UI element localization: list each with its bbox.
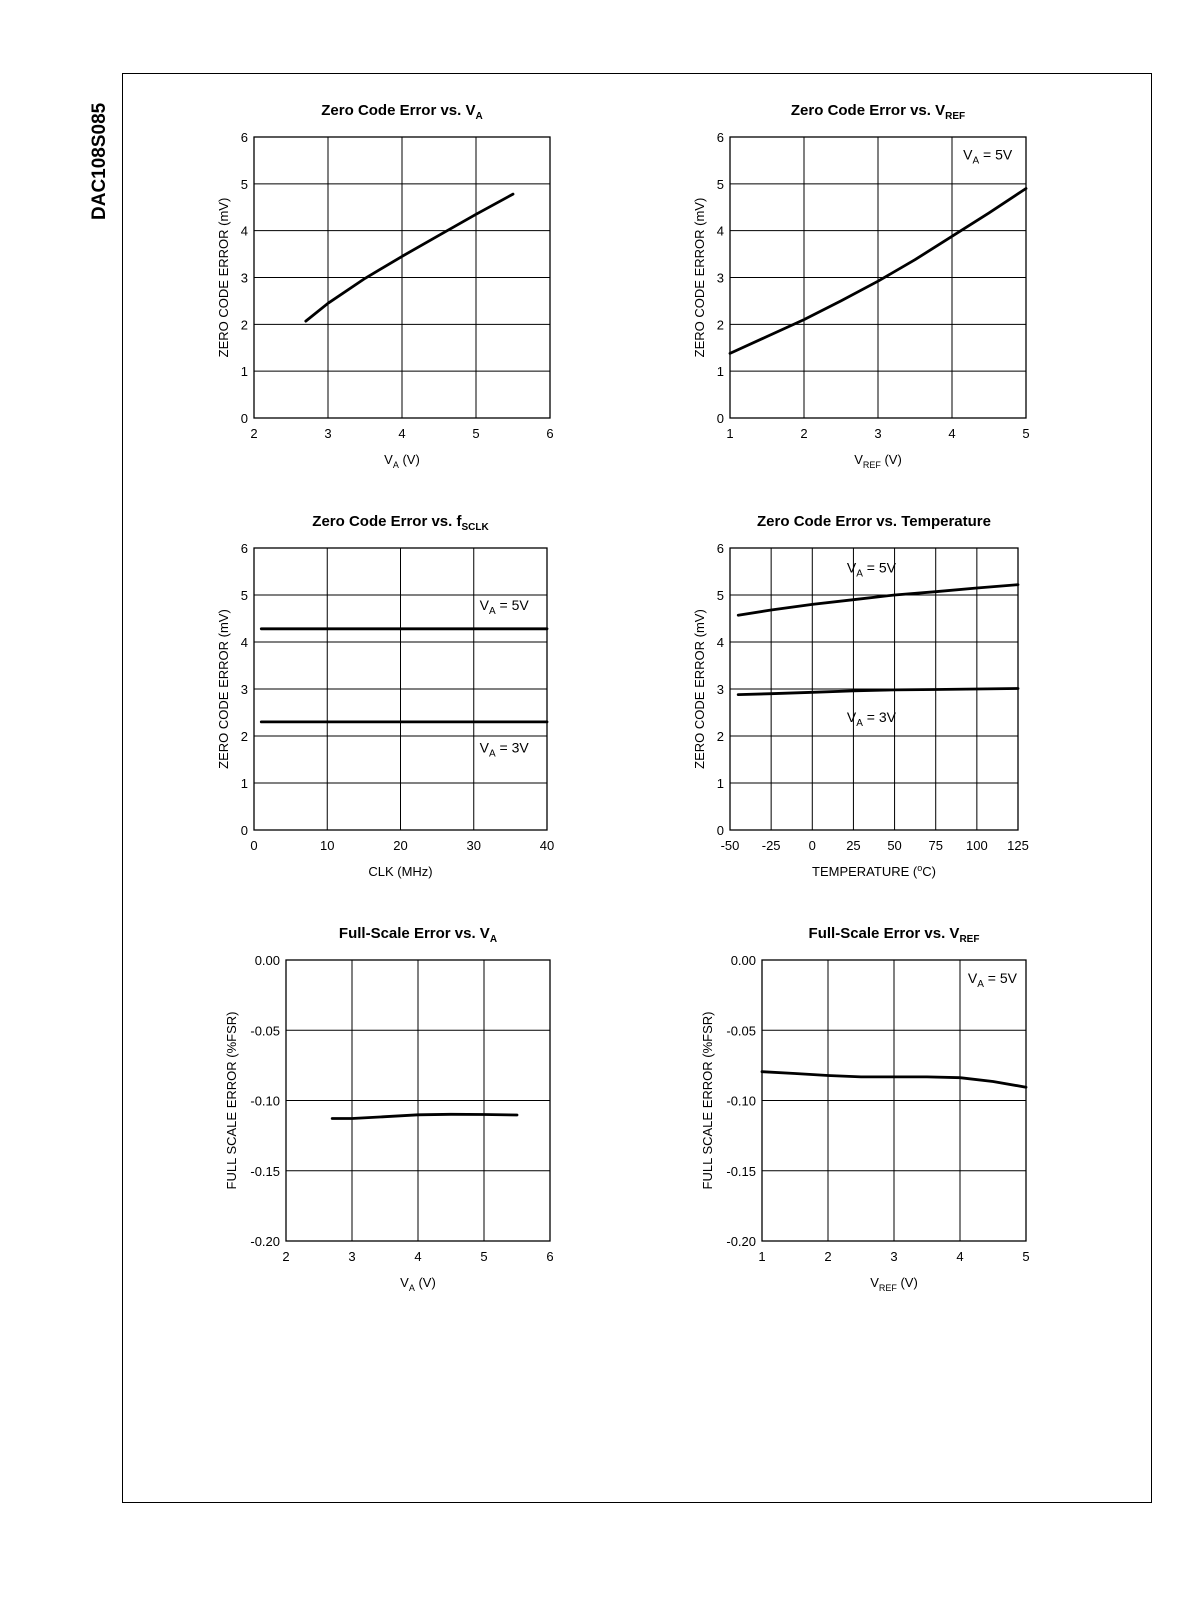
x-axis-label-main: CLK (MHz) bbox=[368, 864, 433, 879]
x-axis-label bbox=[812, 863, 936, 879]
annotation-main: V bbox=[846, 708, 857, 725]
y-tick-label: 2 bbox=[716, 729, 724, 744]
y-tick-label: 2 bbox=[240, 729, 248, 744]
chart-5 bbox=[224, 925, 554, 1293]
series-annotation bbox=[968, 970, 1018, 990]
chart-2 bbox=[692, 102, 1030, 470]
y-tick-label: -0.15 bbox=[250, 1163, 280, 1179]
annotation-main: V bbox=[963, 146, 973, 163]
x-axis-label-suffix: (V) bbox=[398, 452, 420, 467]
chart-title bbox=[312, 513, 489, 533]
x-tick-label: 5 bbox=[472, 426, 480, 441]
y-tick-label: -0.15 bbox=[726, 1163, 756, 1179]
x-tick-label: 4 bbox=[398, 426, 406, 441]
x-tick-label: -25 bbox=[761, 838, 781, 853]
y-tick-label: 2 bbox=[716, 317, 724, 333]
x-axis-label bbox=[854, 452, 902, 470]
x-tick-label: 2 bbox=[282, 1249, 290, 1264]
y-tick-label: 5 bbox=[240, 588, 248, 603]
chart-title bbox=[757, 513, 991, 530]
x-tick-label: 30 bbox=[466, 838, 481, 853]
x-axis-label-main: V bbox=[854, 452, 863, 467]
x-tick-label: 3 bbox=[348, 1249, 356, 1264]
chart-title bbox=[791, 102, 965, 122]
annotation-main: V bbox=[479, 739, 489, 756]
y-axis-label: ZERO CODE ERROR (mV) bbox=[692, 609, 707, 769]
y-tick-label: -0.05 bbox=[726, 1023, 756, 1039]
annotation-subscript: A bbox=[972, 155, 980, 167]
chart-6 bbox=[700, 925, 1030, 1293]
x-axis-label-subscript: REF bbox=[878, 1283, 897, 1293]
y-tick-label: -0.10 bbox=[726, 1093, 756, 1109]
x-tick-label: 5 bbox=[480, 1249, 488, 1264]
annotation-main: V bbox=[846, 559, 857, 576]
y-tick-label: 0 bbox=[240, 411, 248, 426]
annotation-subscript: A bbox=[856, 717, 863, 729]
x-tick-label: 10 bbox=[320, 838, 335, 853]
x-tick-label: 100 bbox=[966, 838, 988, 853]
x-tick-label: 1 bbox=[758, 1249, 766, 1264]
series-annotation bbox=[847, 559, 897, 579]
chart-title-main: Zero Code Error vs. f bbox=[312, 513, 462, 530]
y-tick-label: -0.10 bbox=[250, 1093, 280, 1109]
x-tick-label: 4 bbox=[414, 1249, 422, 1264]
annotation-suffix: = 3V bbox=[495, 739, 529, 756]
chart-title bbox=[321, 102, 482, 122]
y-tick-label: 3 bbox=[240, 682, 248, 697]
annotation-subscript: A bbox=[488, 606, 496, 618]
series-line bbox=[332, 1114, 517, 1118]
y-tick-label: 1 bbox=[716, 776, 724, 791]
y-tick-label: 4 bbox=[716, 223, 724, 239]
x-tick-label: 6 bbox=[546, 426, 554, 441]
x-tick-label: 2 bbox=[800, 426, 808, 441]
x-axis-label-main: V bbox=[400, 1275, 409, 1290]
y-tick-label: 0 bbox=[716, 823, 724, 838]
x-axis-label-subscript: A bbox=[392, 460, 399, 470]
x-tick-label: 2 bbox=[824, 1249, 832, 1264]
annotation-subscript: A bbox=[488, 748, 496, 760]
x-tick-label: 0 bbox=[250, 838, 258, 853]
x-axis-label-suffix: C) bbox=[922, 864, 936, 879]
chart-title bbox=[809, 925, 980, 945]
y-tick-label: 1 bbox=[240, 776, 248, 791]
y-tick-label: 3 bbox=[240, 270, 248, 286]
x-axis-label-subscript: A bbox=[408, 1283, 415, 1293]
x-tick-label: 5 bbox=[1022, 1249, 1030, 1264]
annotation-suffix: = 5V bbox=[495, 597, 529, 614]
y-tick-label: 0.00 bbox=[730, 953, 756, 968]
x-axis-label-suffix: (V) bbox=[414, 1275, 436, 1290]
y-axis-label: FULL SCALE ERROR (%FSR) bbox=[224, 1011, 239, 1190]
chart-4 bbox=[692, 513, 1029, 879]
x-tick-label: 4 bbox=[956, 1249, 964, 1264]
x-axis-label bbox=[400, 1275, 436, 1293]
y-tick-label: 2 bbox=[240, 317, 248, 333]
x-axis-label-main: V bbox=[384, 452, 393, 467]
y-tick-label: 4 bbox=[240, 223, 248, 239]
y-axis-label: ZERO CODE ERROR (mV) bbox=[692, 197, 707, 358]
x-tick-label: -50 bbox=[720, 838, 740, 853]
x-tick-label: 4 bbox=[948, 426, 956, 441]
y-tick-label: 5 bbox=[240, 176, 248, 192]
chart-title-subscript: SCLK bbox=[461, 522, 489, 533]
chart-title-main: Full-Scale Error vs. V bbox=[808, 925, 960, 942]
x-tick-label: 1 bbox=[726, 426, 734, 441]
x-axis-label bbox=[384, 452, 420, 470]
x-tick-label: 125 bbox=[1007, 838, 1029, 853]
x-tick-label: 0 bbox=[808, 838, 816, 853]
x-tick-label: 3 bbox=[324, 426, 332, 441]
series-line bbox=[738, 585, 1018, 616]
x-axis-label-suffix: (V) bbox=[896, 1275, 918, 1290]
chart-title-subscript: REF bbox=[945, 111, 966, 122]
x-tick-label: 20 bbox=[393, 838, 408, 853]
annotation-suffix: = 5V bbox=[979, 146, 1013, 163]
chart-1 bbox=[216, 102, 554, 470]
x-tick-label: 3 bbox=[890, 1249, 898, 1264]
annotation-main: V bbox=[967, 970, 978, 987]
y-tick-label: 6 bbox=[716, 541, 724, 556]
x-tick-label: 5 bbox=[1022, 426, 1030, 441]
y-tick-label: 0 bbox=[716, 411, 724, 426]
annotation-subscript: A bbox=[977, 979, 984, 991]
chart-title bbox=[339, 925, 497, 945]
chart-title-main: Full-Scale Error vs. V bbox=[338, 925, 490, 942]
annotation-suffix: = 5V bbox=[862, 559, 896, 576]
y-tick-label: 1 bbox=[716, 364, 724, 380]
series-annotation bbox=[847, 709, 897, 729]
y-tick-label: 3 bbox=[716, 682, 724, 697]
chart-title-main: Zero Code Error vs. V bbox=[321, 102, 476, 119]
y-tick-label: 6 bbox=[240, 541, 248, 556]
x-tick-label: 3 bbox=[874, 426, 882, 441]
annotation-subscript: A bbox=[856, 568, 863, 580]
y-tick-label: 6 bbox=[240, 130, 248, 145]
y-tick-label: -0.05 bbox=[250, 1023, 280, 1039]
x-axis-label-main: V bbox=[870, 1275, 879, 1290]
x-tick-label: 75 bbox=[928, 838, 943, 853]
x-tick-label: 6 bbox=[546, 1249, 554, 1264]
x-tick-label: 2 bbox=[250, 426, 258, 441]
y-tick-label: 0 bbox=[240, 823, 248, 838]
x-tick-label: 25 bbox=[846, 838, 861, 853]
x-tick-label: 40 bbox=[539, 838, 555, 853]
y-axis-label: FULL SCALE ERROR (%FSR) bbox=[700, 1011, 715, 1190]
y-tick-label: -0.20 bbox=[250, 1234, 280, 1249]
x-axis-label bbox=[368, 864, 432, 879]
y-axis-label: ZERO CODE ERROR (mV) bbox=[216, 609, 231, 769]
annotation-suffix: = 3V bbox=[862, 708, 896, 725]
x-axis-label-suffix: (V) bbox=[880, 452, 902, 467]
series-annotation bbox=[480, 739, 530, 759]
y-tick-label: 3 bbox=[716, 270, 724, 286]
y-tick-label: 4 bbox=[240, 635, 248, 650]
x-axis-label-superscript: o bbox=[917, 863, 923, 873]
y-tick-label: 5 bbox=[716, 588, 724, 603]
x-axis-label-main: TEMPERATURE ( bbox=[812, 864, 918, 879]
y-tick-label: 5 bbox=[716, 176, 724, 192]
y-axis-label: ZERO CODE ERROR (mV) bbox=[216, 197, 231, 358]
series-line bbox=[306, 194, 513, 321]
x-axis-label bbox=[870, 1275, 918, 1293]
annotation-main: V bbox=[479, 597, 489, 614]
chart-3 bbox=[216, 513, 554, 879]
chart-title-subscript: A bbox=[489, 934, 498, 945]
series-annotation bbox=[480, 597, 530, 617]
y-tick-label: 1 bbox=[240, 364, 248, 380]
chart-title-subscript: REF bbox=[959, 934, 980, 945]
y-tick-label: 4 bbox=[716, 635, 724, 650]
x-axis-label-subscript: REF bbox=[862, 460, 881, 470]
y-tick-label: 6 bbox=[716, 130, 724, 145]
x-tick-label: 50 bbox=[887, 838, 902, 853]
chart-title-main: Zero Code Error vs. V bbox=[790, 102, 946, 119]
y-tick-label: -0.20 bbox=[726, 1234, 756, 1249]
series-annotation bbox=[963, 146, 1013, 166]
chart-title-main: Zero Code Error vs. Temperature bbox=[757, 513, 991, 530]
side-title-text: DAC108S085 bbox=[89, 102, 110, 220]
y-tick-label: 0.00 bbox=[254, 953, 280, 968]
chart-title-subscript: A bbox=[475, 111, 483, 122]
annotation-suffix: = 5V bbox=[983, 970, 1018, 987]
